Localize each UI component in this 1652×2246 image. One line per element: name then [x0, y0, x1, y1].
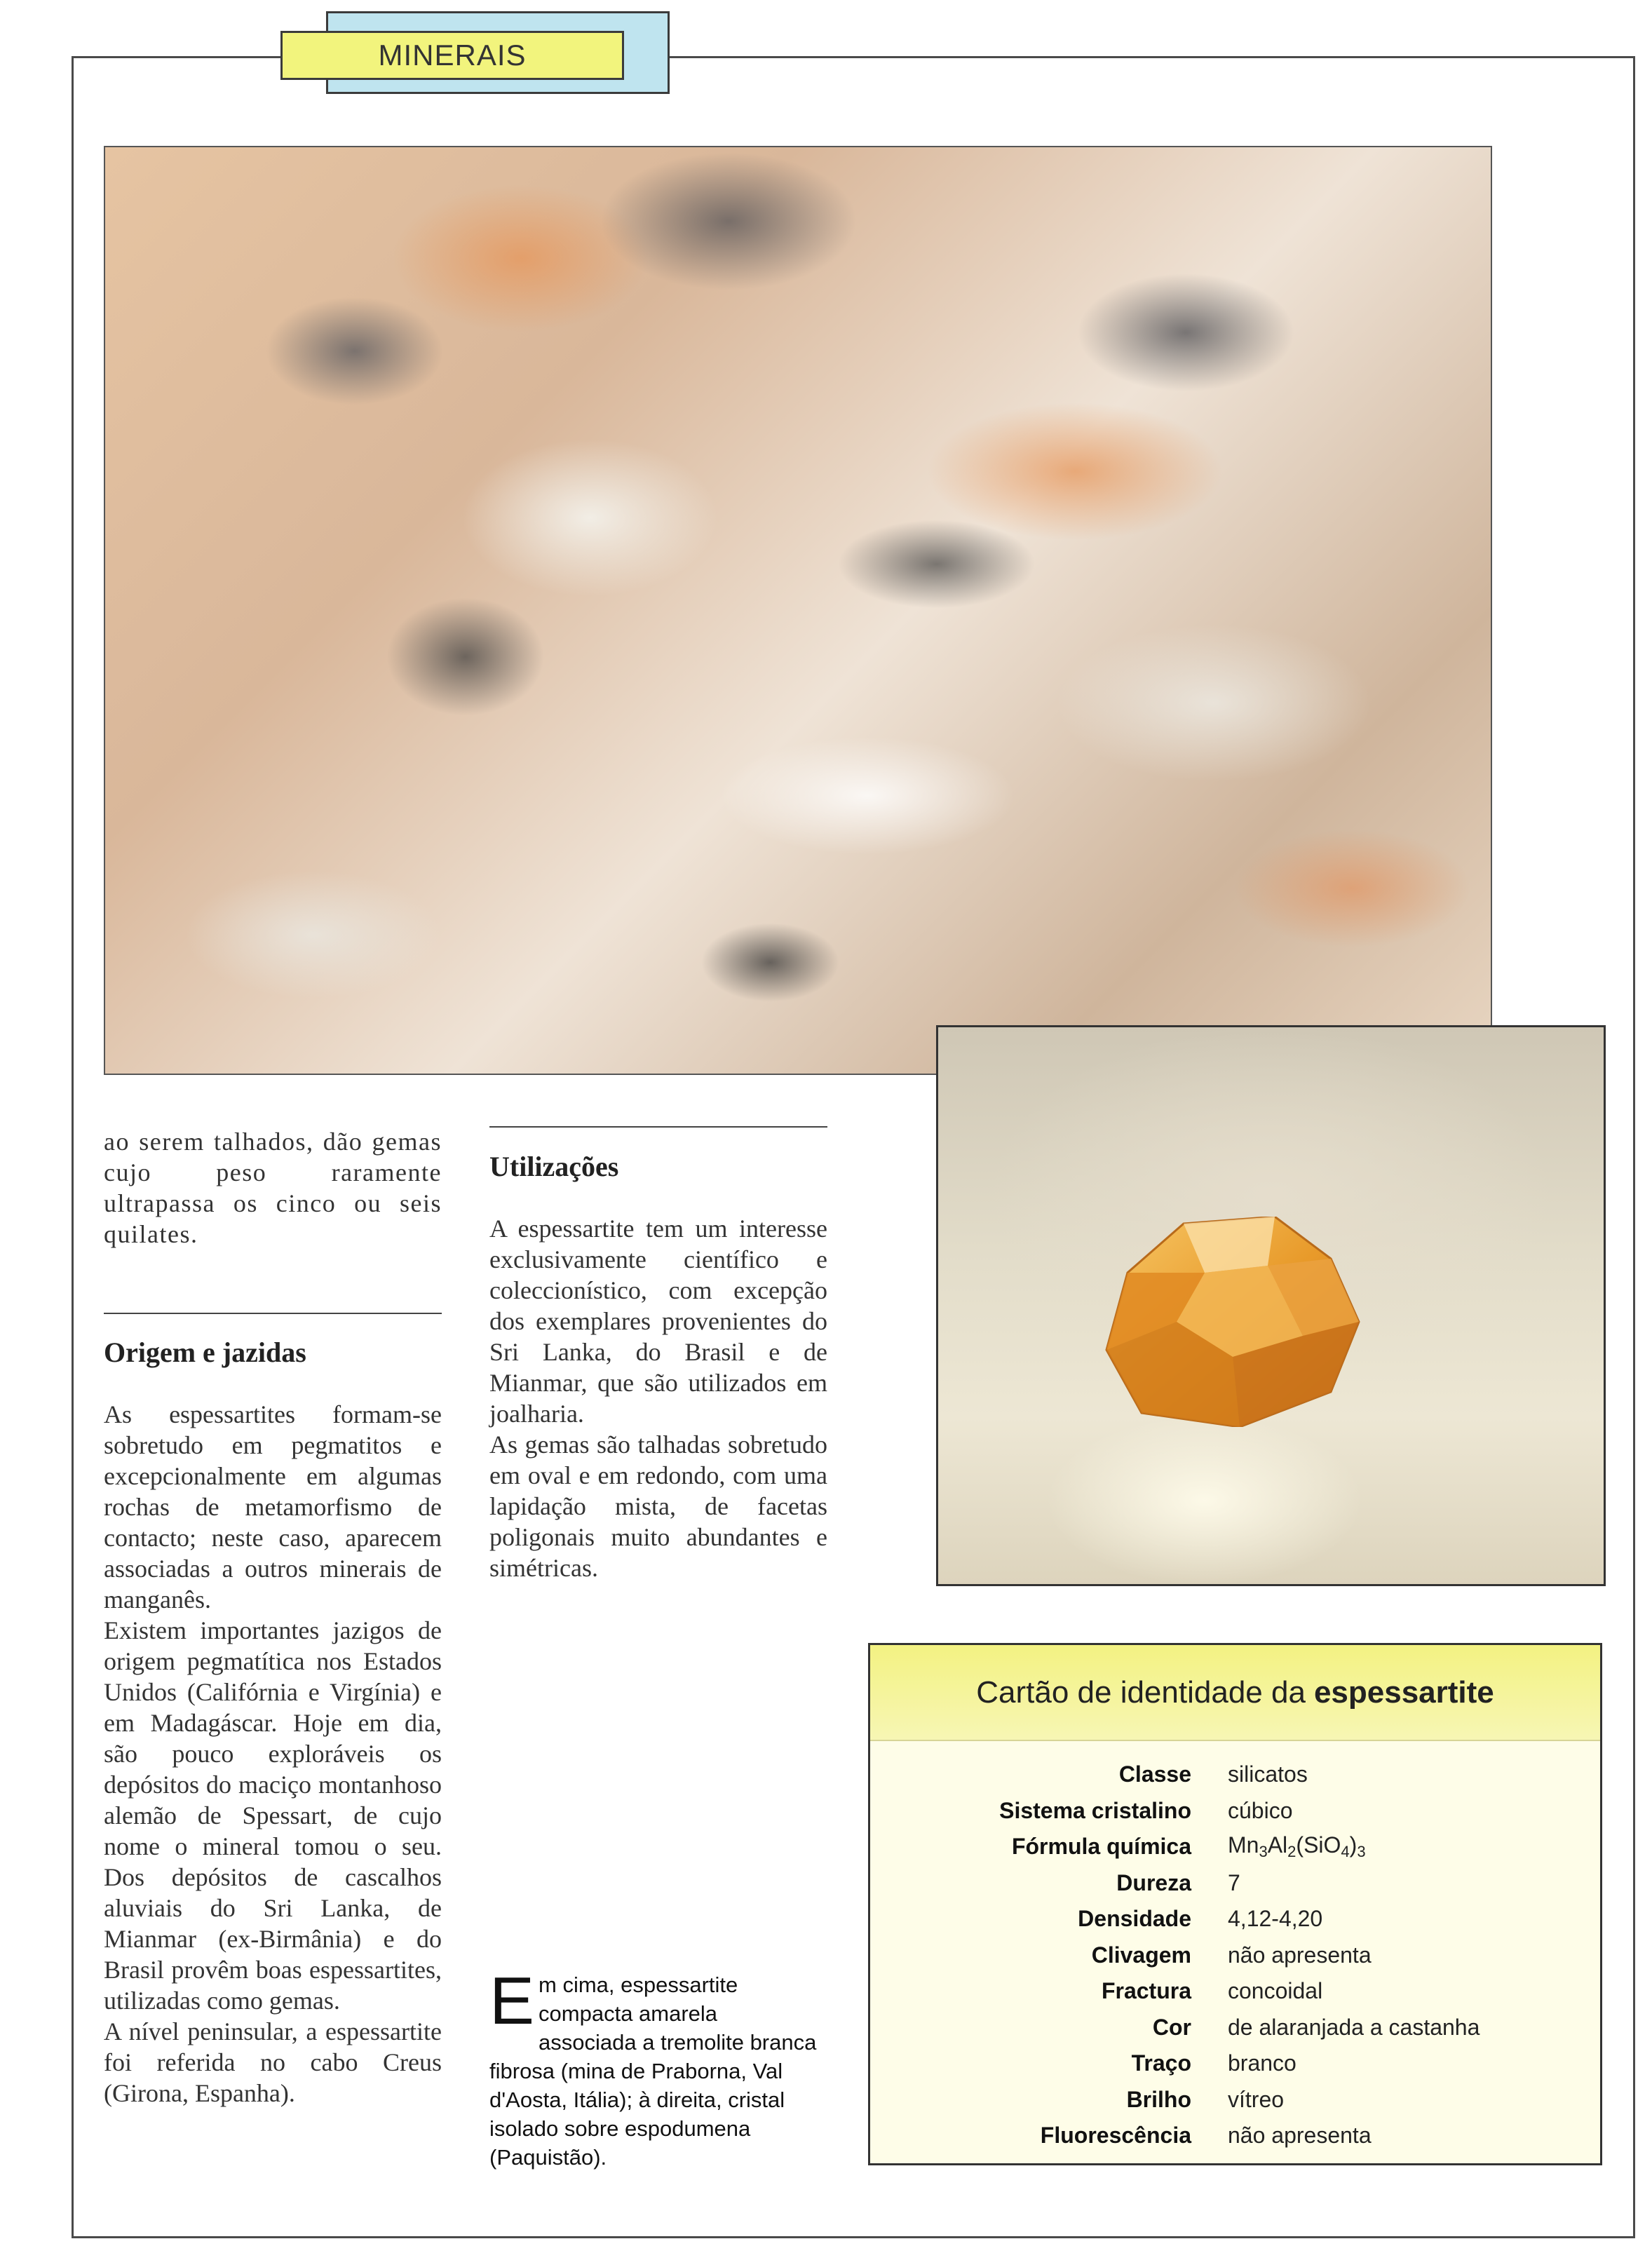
- card-row-dureza: [870, 1865, 1600, 1902]
- identity-card-title-mineral: espessartite: [1313, 1675, 1494, 1710]
- card-value: 7: [1228, 1869, 1240, 1895]
- card-row-classe: [870, 1757, 1600, 1793]
- card-label: Fractura: [1101, 1978, 1191, 2004]
- card-row-formula: [870, 1829, 1600, 1865]
- card-value: vítreo: [1228, 2086, 1285, 2112]
- card-label: Clivagem: [1091, 1942, 1191, 1968]
- card-label: Fórmula química: [1011, 1834, 1191, 1860]
- photo-spessartine-crystal: [936, 1025, 1606, 1586]
- card-row-clivagem: [870, 1937, 1600, 1974]
- caption-dropcap: E: [489, 1963, 535, 2038]
- card-label: Densidade: [1078, 1906, 1191, 1932]
- origem-paragraph-1: As espessartites formam-se sobretudo em pegmatitos e excepcionalmente em algumas rochas de metamorfismo de contacto; neste caso, aparecem associadas a outros minerais de manganês.: [104, 1400, 442, 1614]
- identity-card-title-prefix: Cartão de identidade da: [976, 1675, 1306, 1710]
- origem-paragraph-2: Existem importantes jazigos de origem pegmatítica nos Estados Unidos (Califórnia e Virgínia) e em Madagáscar. Hoje em dia, são pouco exploráveis os depósitos do maciço montanhoso alemão de Spessart, de cujo nome o mineral tomou o seu. Dos depósitos de cascalhos aluviais do Sri Lanka, de Mianmar (ex-Birmânia) e do Brasil provêm boas espessartites, utilizadas como gemas.: [104, 1616, 442, 2015]
- photo-spessartine-on-tremolite: [104, 146, 1492, 1075]
- section-divider: [104, 1313, 442, 1314]
- utilizacoes-paragraph-2: As gemas são talhadas sobretudo em oval e em redondo, com uma lapidação mista, de facetas poligonais muito abundantes e simétricas.: [489, 1430, 827, 1582]
- card-value: de alaranjada a castanha: [1228, 2014, 1480, 2040]
- card-label: Dureza: [1116, 1869, 1191, 1895]
- card-value: cúbico: [1228, 1797, 1293, 1823]
- card-value: concoidal: [1228, 1978, 1323, 2004]
- card-value-formula: $Mn_3Al_2(SiO_4)_3$: [1228, 1832, 1366, 1861]
- card-label: Sistema cristalino: [999, 1797, 1191, 1823]
- card-row-densidade: [870, 1901, 1600, 1937]
- card-value: silicatos: [1228, 1761, 1308, 1787]
- card-row-sistema: [870, 1793, 1600, 1829]
- card-label: Brilho: [1126, 2086, 1191, 2112]
- card-label: Traço: [1131, 2050, 1191, 2076]
- identity-card-rows: [870, 1741, 1600, 2154]
- middle-body-text: [489, 1213, 827, 1583]
- left-intro-text: [104, 1126, 442, 1250]
- section-title: MINERAIS: [378, 39, 527, 72]
- utilizacoes-paragraph-1: A espessartite tem um interesse exclusivamente científico e coleccionístico, com excepção dos exemplares provenientes do Sri Lanka, do Brasil e de Mianmar, que são utilizados em joalharia.: [489, 1215, 827, 1428]
- section-divider: [489, 1126, 827, 1128]
- identity-card: [868, 1643, 1602, 2165]
- card-value: não apresenta: [1228, 2123, 1372, 2149]
- crystal-shape: [1099, 1217, 1366, 1427]
- card-label: Classe: [1118, 1761, 1191, 1787]
- card-label: Fluorescência: [1040, 2123, 1191, 2149]
- card-row-brilho: [870, 2082, 1600, 2118]
- heading-utilizacoes: Utilizações: [489, 1151, 619, 1182]
- card-row-traco: [870, 2045, 1600, 2082]
- card-value: não apresenta: [1228, 1942, 1372, 1968]
- card-label: Cor: [1152, 2014, 1191, 2040]
- left-body-text: [104, 1399, 442, 2109]
- card-row-fractura: [870, 1973, 1600, 2010]
- heading-origem-jazidas: Origem e jazidas: [104, 1337, 306, 1368]
- origem-paragraph-3: A nível peninsular, a espessartite foi referida no cabo Creus (Girona, Espanha).: [104, 2017, 442, 2107]
- intro-paragraph: ao serem talhados, dão gemas cujo peso raramente ultrapassa os cinco ou seis quilates.: [104, 1128, 442, 1248]
- card-value: 4,12-4,20: [1228, 1906, 1323, 1932]
- card-value: branco: [1228, 2050, 1296, 2076]
- caption-text: m cima, espessartite compacta amarela associada a tremolite branca fibrosa (mina de Praborna, Val d'Aosta, Itália); à direita, cristal isolado sobre espodumena (Paquistão).: [489, 1973, 817, 2170]
- section-tab: [280, 31, 624, 80]
- identity-card-title: [870, 1645, 1600, 1741]
- photo-caption: [489, 1963, 819, 2172]
- card-row-cor: [870, 2010, 1600, 2046]
- card-row-fluorescencia: [870, 2118, 1600, 2154]
